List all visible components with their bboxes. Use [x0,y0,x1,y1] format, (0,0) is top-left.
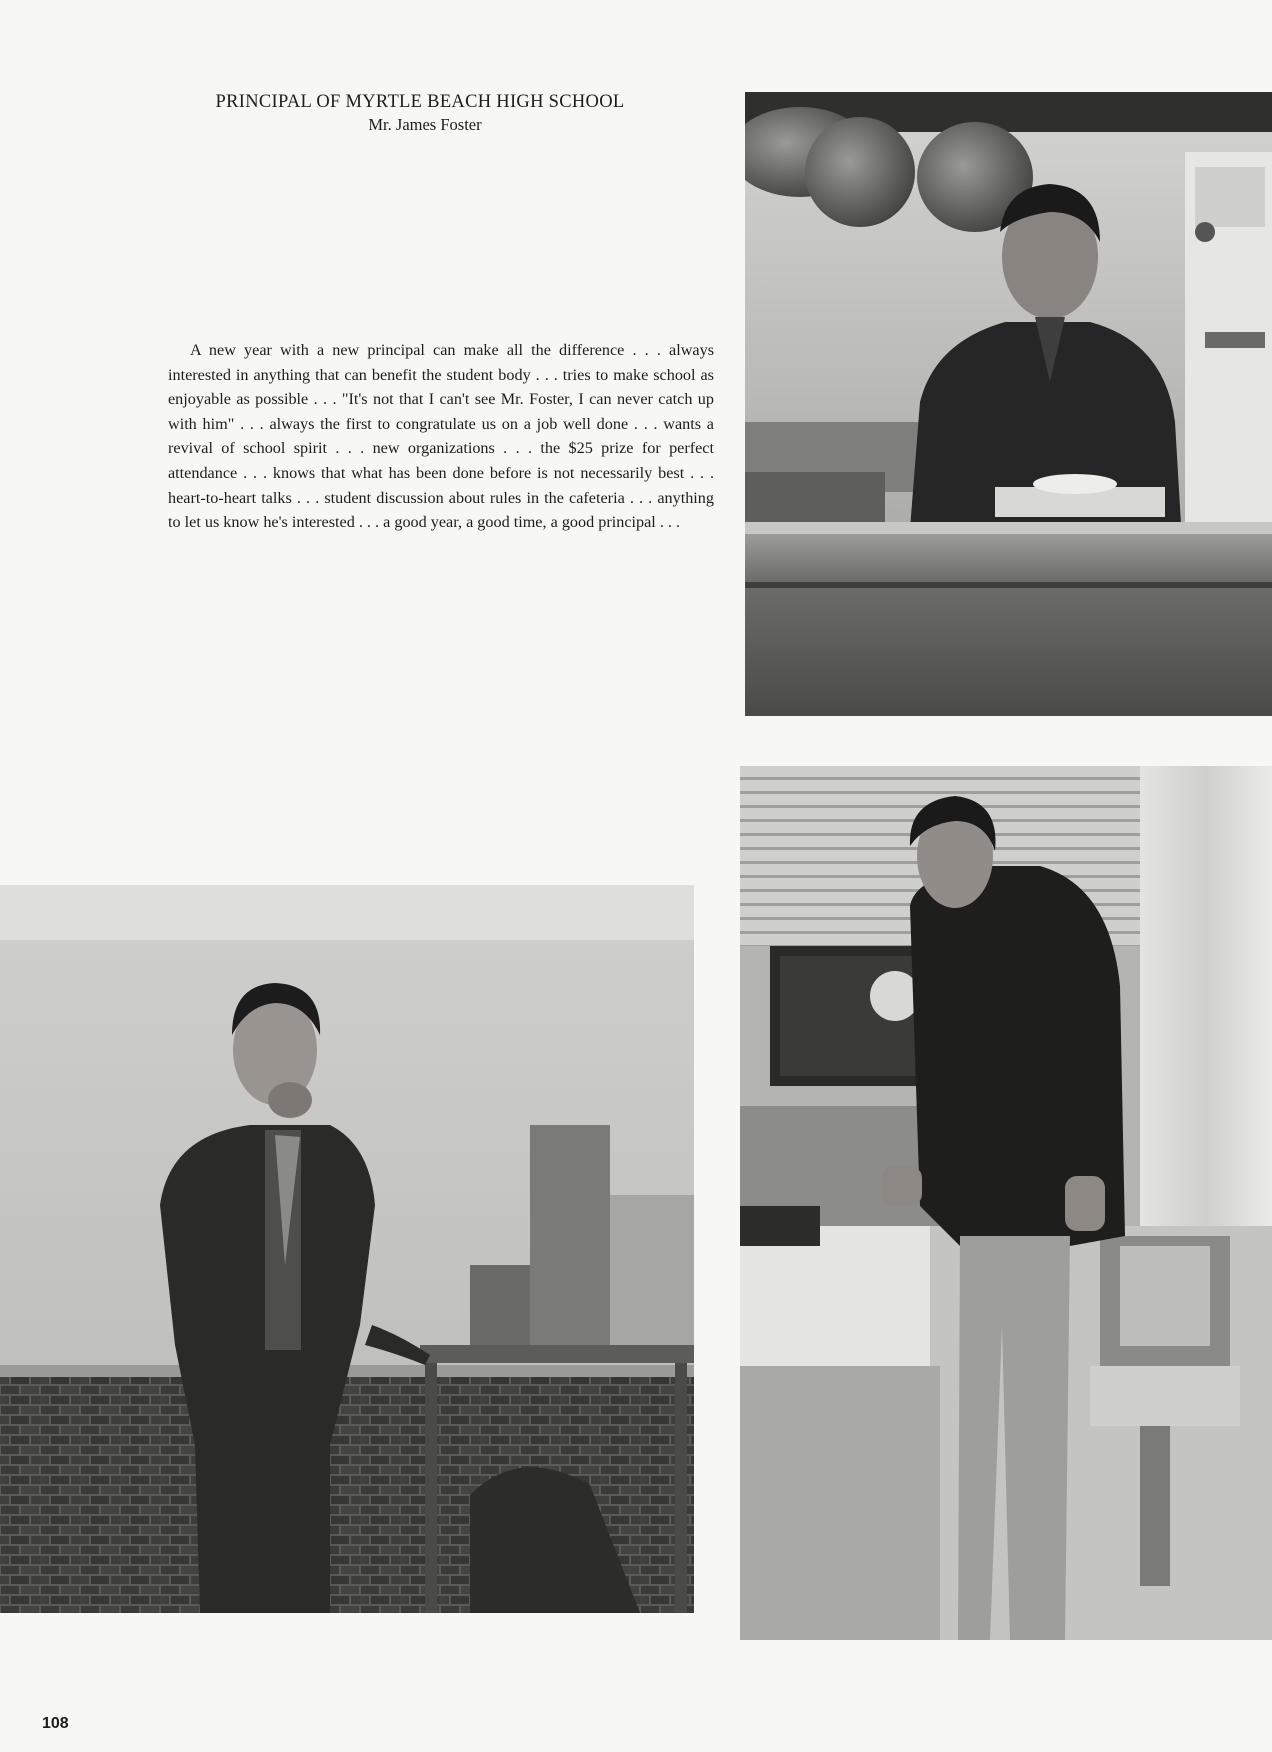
assembly-speech-photo [0,885,694,1613]
body-text-block [168,338,714,535]
body-paragraph: A new year with a new principal can make all the difference . . . always interested in anything that can benefit the student body . . . tries to make school as enjoyable as possible . . . "It's not that I can't see Mr. Foster, I can never catch up with him" . . . always the first to congratulate us on a job well done . . . wants a revival of school spirit . . . new organizations . . . the $25 prize for perfect attendance . . . knows that what has been done before is not necessarily best . . . heart-to-heart talks . . . student discussion about rules in the cafeteria . . . anything to let us know he's interested . . . a good year, a good time, a good principal . . . [168,341,714,532]
page-subtitle: Mr. James Foster [368,115,482,134]
page-title: PRINCIPAL OF MYRTLE BEACH HIGH SCHOOL [215,92,625,112]
kitchen-photo [745,92,1272,716]
office-photo [740,766,1272,1640]
page-number: 108 [42,1715,69,1732]
